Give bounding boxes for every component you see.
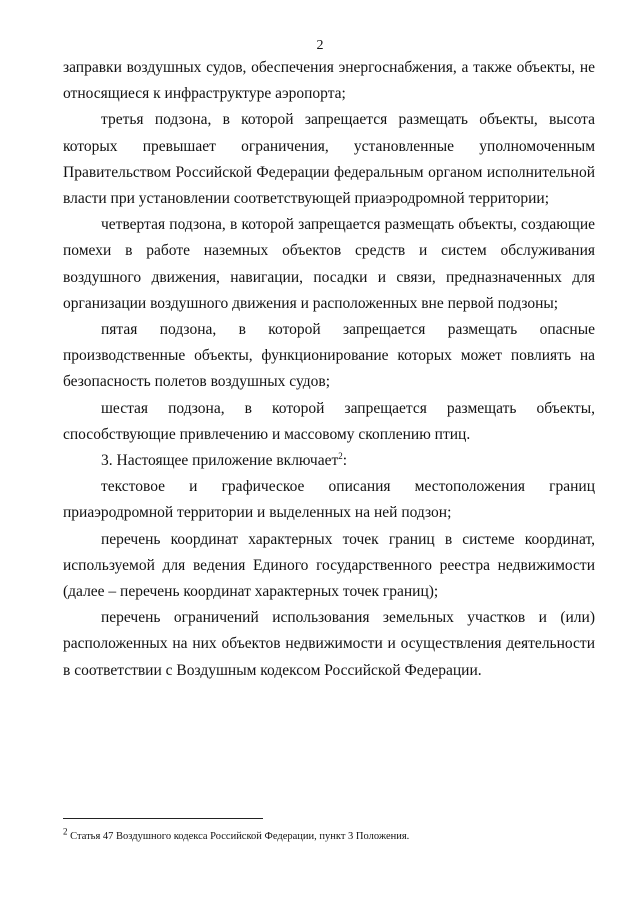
paragraph-subzone-6: шестая подзона, в которой запрещается размещать объекты, способствующие привлечению и массовому скоплению птиц. — [63, 399, 595, 443]
paragraph-subzone-3: третья подзона, в которой запрещается размещать объекты, высота которых превышает ограничения, установленные уполномоченным Правительством Российской Федерации федеральным органом исполнительной власти при установлении соответствующей приаэродромной территории; — [63, 111, 595, 208]
paragraph-continuation: заправки воздушных судов, обеспечения энергоснабжения, а также объекты, не относящиеся к инфраструктуре аэропорта; — [63, 59, 595, 103]
paragraph-subzone-5: пятая подзона, в которой запрещается размещать опасные производственные объекты, функционирование которых может повлиять на безопасность полетов воздушных судов; — [63, 321, 595, 391]
list-item-description: текстовое и графическое описания местоположения границ приаэродромной территории и выделенных на ней подзон; — [63, 478, 595, 522]
paragraph-item-3 — [63, 448, 595, 474]
list-item-restrictions: перечень ограничений использования земельных участков и (или) расположенных на них объектов недвижимости и осуществления деятельности в соответствии с Воздушным кодексом Российской Федерации. — [63, 609, 595, 679]
footnote-ref: 2 — [338, 450, 343, 461]
document-body — [63, 55, 595, 684]
page-number: 2 — [316, 38, 324, 53]
item-3-colon: : — [342, 452, 348, 470]
footnote-mark: 2 — [63, 826, 68, 837]
paragraph-subzone-4: четвертая подзона, в которой запрещается размещать объекты, создающие помехи в работе наземных объектов средств и систем обслуживания воздушного движения, навигации, посадки и связи, предназначенных для организации воздушного движения и расположенных вне первой подзоны; — [63, 216, 595, 312]
footnote-text: Статья 47 Воздушного кодекса Российской Федерации, пункт 3 Положения. — [70, 831, 410, 842]
list-item-coordinates: перечень координат характерных точек границ в системе координат, используемой для ведения Единого государственного реестра недвижимости (далее – перечень координат характерных точек границ); — [63, 530, 595, 601]
footnote-separator — [63, 818, 263, 819]
item-3-text: 3. Настоящее приложение включает — [101, 452, 339, 470]
footnote — [63, 826, 603, 844]
